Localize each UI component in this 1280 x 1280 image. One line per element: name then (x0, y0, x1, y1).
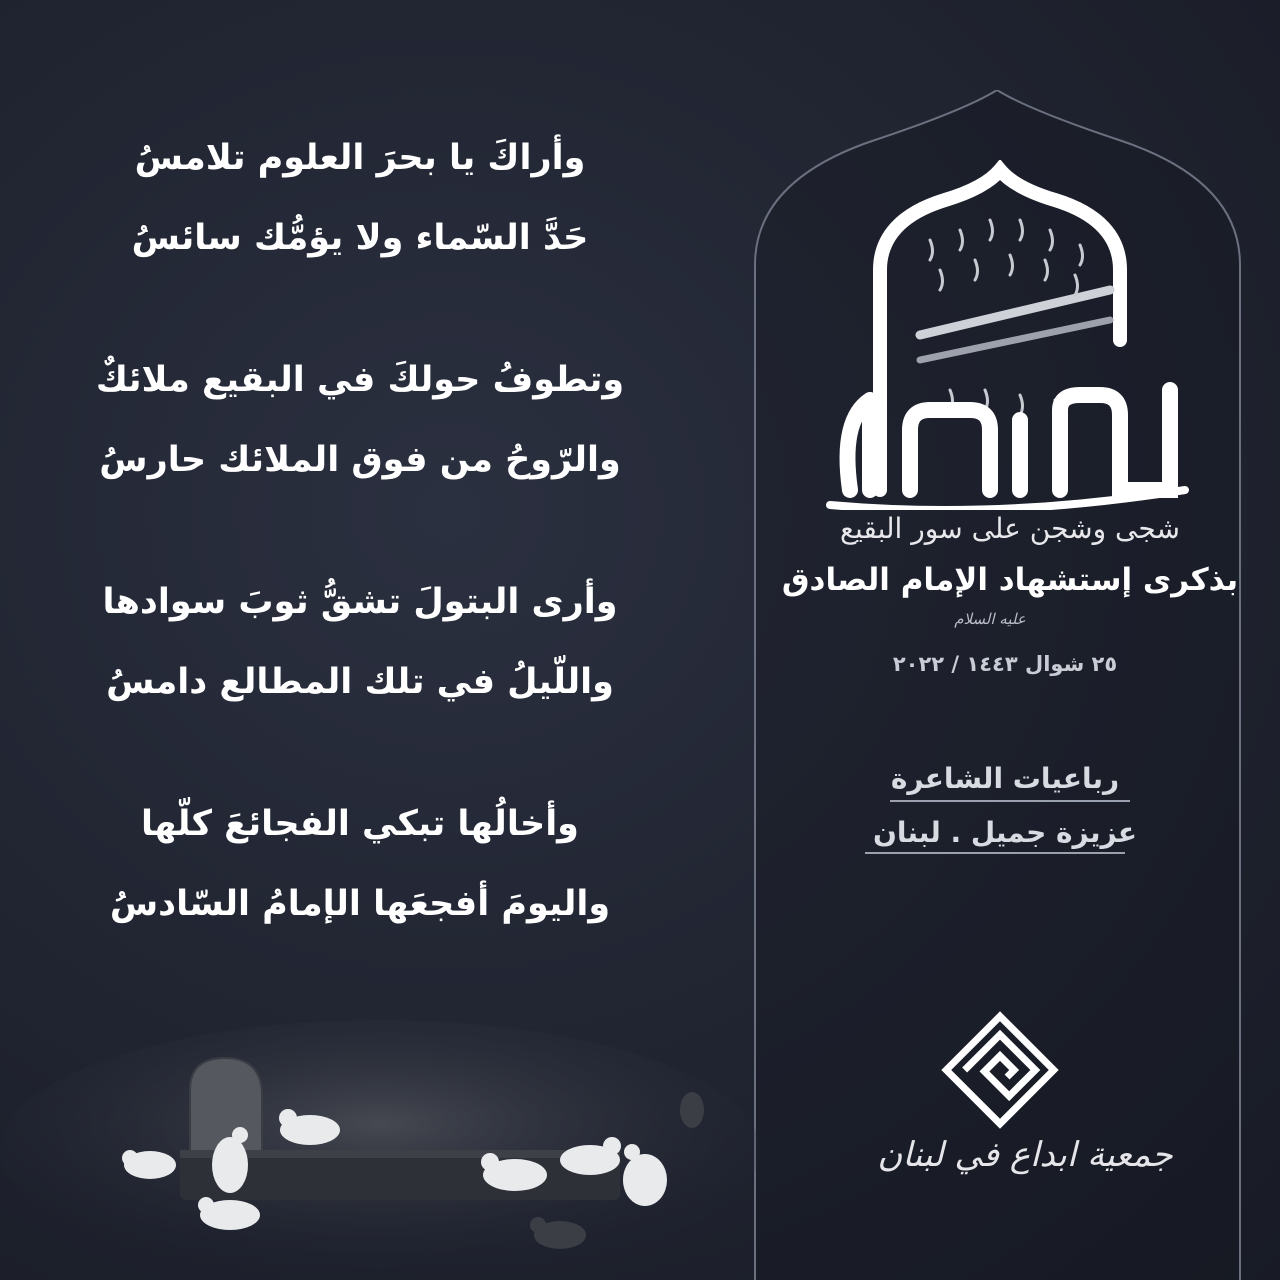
verse: وأخالُها تبكي الفجائعَ كلّها (141, 804, 579, 844)
arch-panel (745, 90, 1275, 1280)
verse: والرّوحُ من فوق الملائك حارسُ (99, 440, 621, 480)
baqi-scene-icon (0, 1000, 760, 1280)
verse: واللّيلُ في تلك المطالع دامسُ (106, 662, 614, 702)
stanza-2 (80, 340, 640, 500)
verse: وأرى البتولَ تشقُّ ثوبَ سوادها (102, 582, 618, 622)
stanza-3 (80, 562, 640, 722)
poet-name: عزيزة جميل . لبنان (872, 816, 1138, 849)
poem-block (80, 118, 640, 1006)
verse: وتطوفُ حولكَ في البقيع ملائكٌ (95, 360, 625, 400)
date-label: ٢٥ شوال ١٤٤٣ / ٢٠٢٢ (892, 652, 1118, 676)
subtitle: شجى وشجن على سور البقيع (840, 512, 1180, 545)
verse: وأراكَ يا بحرَ العلوم تلامسُ (134, 138, 586, 178)
honorific: عليه السلام (954, 610, 1026, 628)
poet-label: رباعيات الشاعرة (890, 762, 1120, 795)
verse: واليومَ أفجعَها الإمامُ السّادسُ (109, 884, 611, 924)
square-kufic-logo-icon (940, 1010, 1060, 1130)
divider (865, 852, 1125, 854)
divider (890, 800, 1130, 802)
verse: حَدَّ السّماء ولا يؤمُّك سائسُ (131, 218, 589, 258)
organization-name: جمعية ابداع في لبنان (877, 1135, 1173, 1175)
calligraphy-title-icon (810, 160, 1200, 510)
stanza-4 (80, 784, 640, 944)
stanza-1 (80, 118, 640, 278)
occasion-title: بذكرى إستشهاد الإمام الصادق (781, 562, 1239, 598)
